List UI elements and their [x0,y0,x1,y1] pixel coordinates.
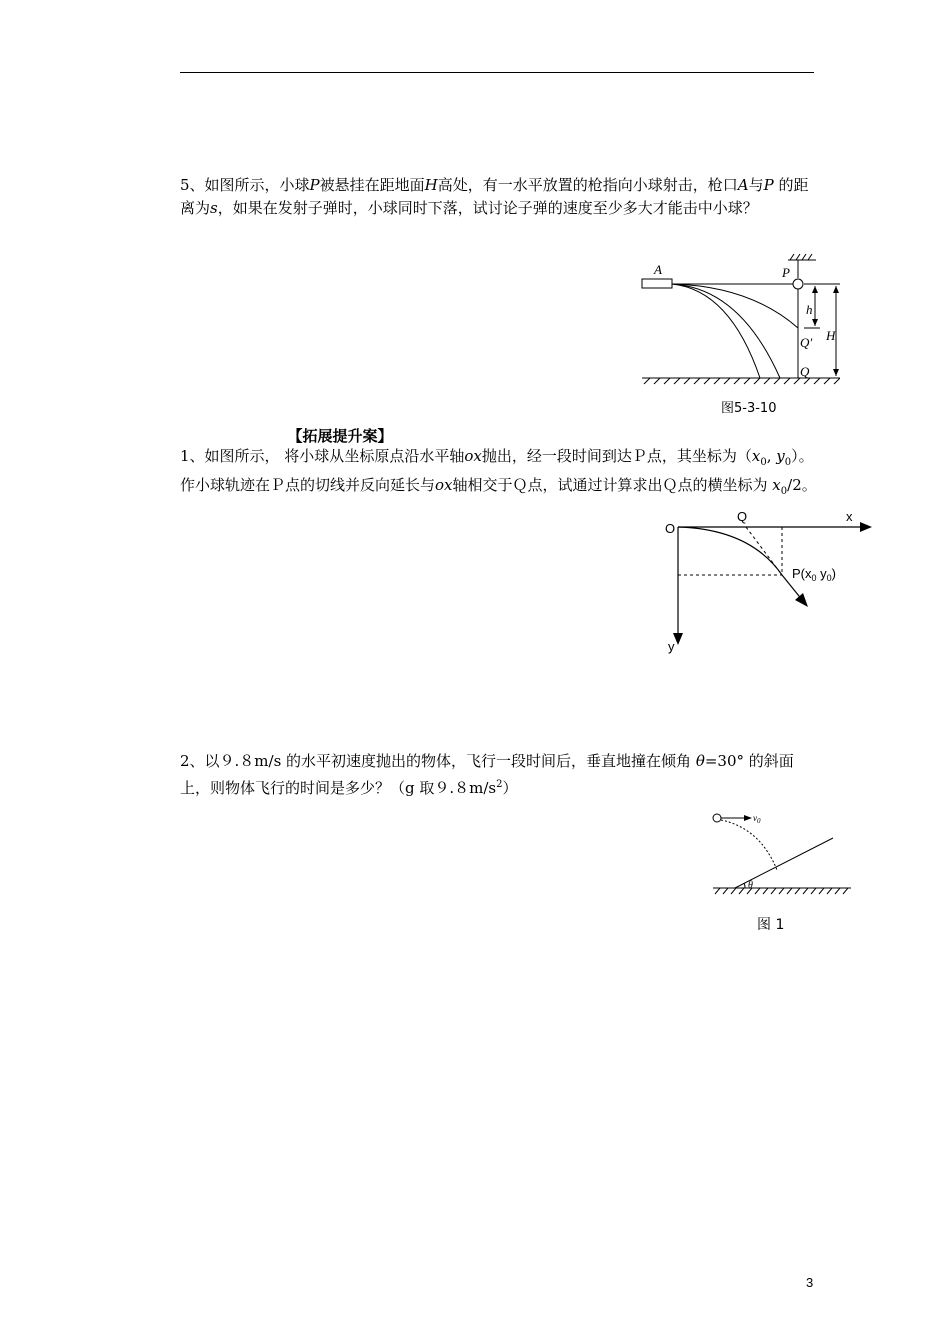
coord-label-q: Q [737,509,748,524]
coord-label-o: O [665,521,676,536]
figure-coordinate-trajectory [660,505,880,655]
fig5-caption: 图5-3-10 [721,401,777,416]
fig1-label-v0: $v_0$ [753,813,761,825]
header-rule [180,72,814,73]
figure-1-incline [705,808,855,908]
fig1-label-theta: θ [748,880,753,891]
problem-5-text: 5、如图所示，小球P被悬挂在距地面H高处，有一水平放置的枪指向小球射击，枪口A与P 的距离为s，如果在发射子弹时，小球同时下落，试讨论子弹的速度至少多大才能击中小球？ [180,176,809,217]
page-number: 3 [806,1275,814,1290]
fig1-caption: 图 1 [757,917,785,933]
section-title: 【拓展提升案】 [287,427,393,445]
coord-label-p: $P(x_0$ $y_0$) [792,566,836,583]
fig5-label-h-big: H [826,328,836,343]
problem-2-text: 2、以９.８m/s 的水平初速度抛出的物体，飞行一段时间后，垂直地撞在倾角 θ=30° 的斜面上，则物体飞行的时间是多少？（g 取$9.8m/s^2$） [180,752,794,797]
problem-1-text: 1、如图所示， 将小球从坐标原点沿水平轴ox抛出，经一段时间到达Ｐ点，其坐标为（$x_0$, $y_0$）。作小球轨迹在Ｐ点的切线并反向延长与ox轴相交于Ｑ点，试通过计算求出Ｑ点的横坐标为 $x_0/2$。 [180,447,817,497]
fig5-label-q-prime: Q′ [800,335,813,350]
fig5-label-p: P [782,265,790,280]
coord-label-y: y [668,639,675,654]
fig5-label-q: Q [800,364,810,379]
coord-label-x: x [846,509,853,524]
fig5-label-h-small: h [806,302,813,317]
fig5-label-a: A [654,262,662,277]
